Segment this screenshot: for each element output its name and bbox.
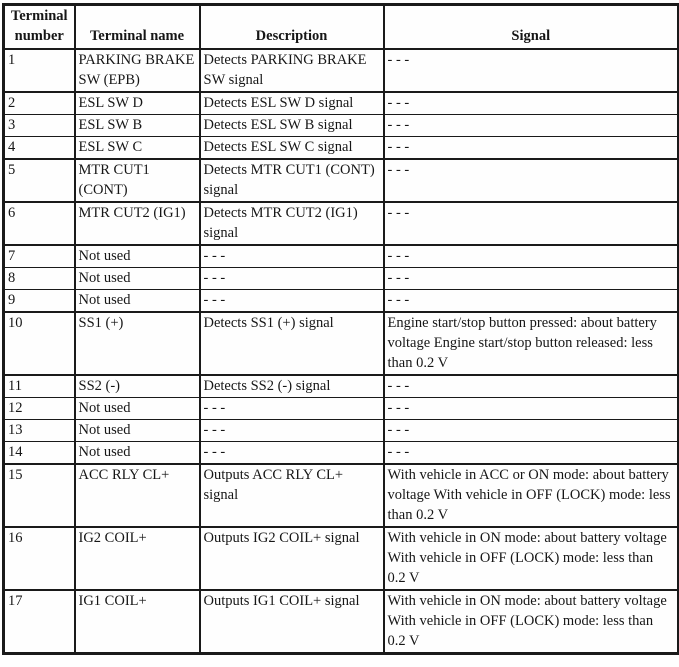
cell-terminal-number: 16 <box>4 527 75 590</box>
cell-signal: - - - <box>384 398 679 420</box>
cell-signal: Engine start/stop button pressed: about battery voltage Engine start/stop button released: less than 0.2 V <box>384 312 679 375</box>
cell-terminal-number: 11 <box>4 375 75 398</box>
table-row <box>4 527 679 590</box>
table-row <box>4 464 679 527</box>
cell-description: Detects SS1 (+) signal <box>200 312 384 375</box>
table-row <box>4 398 679 420</box>
cell-description: Detects MTR CUT1 (CONT) signal <box>200 159 384 202</box>
cell-terminal-name: Not used <box>75 245 200 268</box>
table-row <box>4 49 679 92</box>
cell-signal: - - - <box>384 49 679 92</box>
cell-terminal-number: 12 <box>4 398 75 420</box>
table-row <box>4 442 679 465</box>
cell-terminal-name: Not used <box>75 420 200 442</box>
cell-signal: With vehicle in ON mode: about battery voltage With vehicle in OFF (LOCK) mode: less than 0.2 V <box>384 590 679 654</box>
cell-description: Detects ESL SW D signal <box>200 92 384 115</box>
cell-description: Outputs IG1 COIL+ signal <box>200 590 384 654</box>
table-row <box>4 137 679 160</box>
col-header-description: Description <box>200 5 384 50</box>
cell-description: - - - <box>200 268 384 290</box>
cell-terminal-name: Not used <box>75 268 200 290</box>
cell-terminal-name: MTR CUT2 (IG1) <box>75 202 200 245</box>
cell-terminal-number: 2 <box>4 92 75 115</box>
cell-description: Detects ESL SW B signal <box>200 115 384 137</box>
cell-signal: - - - <box>384 202 679 245</box>
cell-signal: - - - <box>384 375 679 398</box>
cell-signal: With vehicle in ON mode: about battery voltage With vehicle in OFF (LOCK) mode: less than 0.2 V <box>384 527 679 590</box>
cell-signal: - - - <box>384 115 679 137</box>
table-header-row <box>4 5 679 50</box>
cell-terminal-name: ESL SW D <box>75 92 200 115</box>
cell-description: - - - <box>200 290 384 313</box>
table-row <box>4 268 679 290</box>
table-row <box>4 290 679 313</box>
table-row <box>4 590 679 654</box>
cell-terminal-name: SS2 (-) <box>75 375 200 398</box>
cell-signal: - - - <box>384 137 679 160</box>
cell-terminal-name: Not used <box>75 398 200 420</box>
cell-terminal-name: IG2 COIL+ <box>75 527 200 590</box>
cell-description: Detects SS2 (-) signal <box>200 375 384 398</box>
cell-description: Detects PARKING BRAKE SW signal <box>200 49 384 92</box>
cell-terminal-name: Not used <box>75 442 200 465</box>
cell-terminal-name: ESL SW B <box>75 115 200 137</box>
cell-description: Detects ESL SW C signal <box>200 137 384 160</box>
cell-terminal-number: 10 <box>4 312 75 375</box>
cell-signal: - - - <box>384 159 679 202</box>
cell-terminal-number: 3 <box>4 115 75 137</box>
cell-terminal-number: 14 <box>4 442 75 465</box>
cell-terminal-number: 7 <box>4 245 75 268</box>
col-header-signal: Signal <box>384 5 679 50</box>
cell-terminal-name: PARKING BRAKE SW (EPB) <box>75 49 200 92</box>
table-row <box>4 92 679 115</box>
cell-signal: - - - <box>384 268 679 290</box>
cell-terminal-name: ACC RLY CL+ <box>75 464 200 527</box>
cell-description: - - - <box>200 420 384 442</box>
table-row <box>4 115 679 137</box>
cell-terminal-number: 8 <box>4 268 75 290</box>
cell-description: - - - <box>200 398 384 420</box>
cell-terminal-name: IG1 COIL+ <box>75 590 200 654</box>
cell-description: - - - <box>200 442 384 465</box>
cell-terminal-number: 13 <box>4 420 75 442</box>
table-row <box>4 375 679 398</box>
cell-terminal-name: SS1 (+) <box>75 312 200 375</box>
cell-signal: - - - <box>384 92 679 115</box>
cell-description: Detects MTR CUT2 (IG1) signal <box>200 202 384 245</box>
cell-terminal-name: Not used <box>75 290 200 313</box>
cell-terminal-number: 4 <box>4 137 75 160</box>
table-row <box>4 312 679 375</box>
cell-terminal-number: 5 <box>4 159 75 202</box>
terminal-pinout-table <box>2 3 679 655</box>
cell-signal: - - - <box>384 420 679 442</box>
table-row <box>4 202 679 245</box>
table-row <box>4 159 679 202</box>
cell-terminal-number: 17 <box>4 590 75 654</box>
cell-terminal-number: 1 <box>4 49 75 92</box>
cell-signal: - - - <box>384 290 679 313</box>
col-header-terminal-number: Terminal number <box>4 5 75 50</box>
cell-terminal-number: 15 <box>4 464 75 527</box>
table-row <box>4 245 679 268</box>
cell-description: Outputs ACC RLY CL+ signal <box>200 464 384 527</box>
table-body <box>4 49 679 654</box>
cell-signal: With vehicle in ACC or ON mode: about battery voltage With vehicle in OFF (LOCK) mode: less than 0.2 V <box>384 464 679 527</box>
cell-terminal-number: 9 <box>4 290 75 313</box>
cell-terminal-name: ESL SW C <box>75 137 200 160</box>
cell-signal: - - - <box>384 442 679 465</box>
cell-description: Outputs IG2 COIL+ signal <box>200 527 384 590</box>
col-header-terminal-name: Terminal name <box>75 5 200 50</box>
cell-terminal-number: 6 <box>4 202 75 245</box>
table-row <box>4 420 679 442</box>
cell-description: - - - <box>200 245 384 268</box>
cell-terminal-name: MTR CUT1 (CONT) <box>75 159 200 202</box>
cell-signal: - - - <box>384 245 679 268</box>
